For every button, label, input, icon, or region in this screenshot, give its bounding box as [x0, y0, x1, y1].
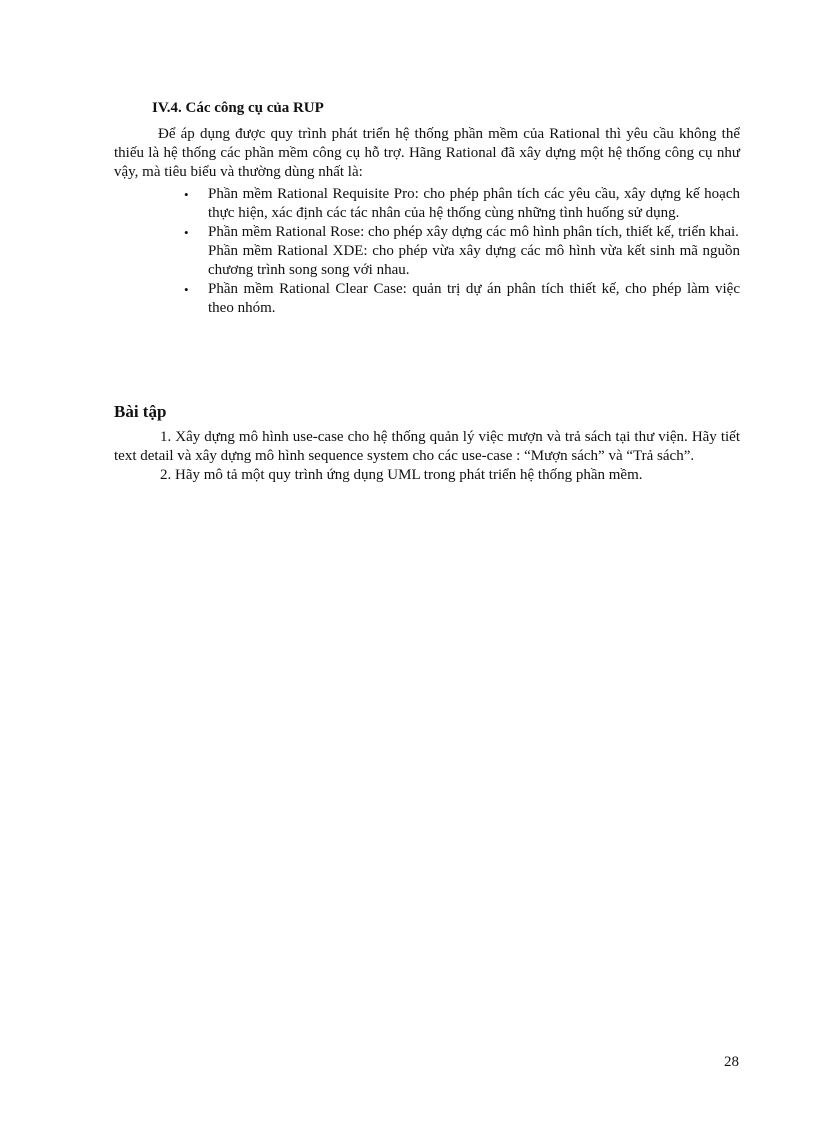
exercises-block — [114, 428, 740, 485]
exercise-item: 1. Xây dựng mô hình use-case cho hệ thống quản lý việc mượn và trả sách tại thư viện. Hãy tiết text detail và xây dựng mô hình sequence system cho các use-case : “Mượn sách” và “Trả sách”. — [114, 429, 740, 464]
bullet-icon: • — [184, 225, 189, 240]
exercise-item: 2. Hãy mô tả một quy trình ứng dụng UML trong phát triển hệ thống phần mềm. — [160, 467, 643, 483]
list-item — [182, 185, 740, 223]
intro-block — [114, 125, 740, 182]
tool-list — [182, 185, 740, 318]
list-item — [182, 223, 740, 280]
tool-description: Phần mềm Rational Clear Case: quản trị dự án phân tích thiết kế, cho phép làm việc theo nhóm. — [208, 281, 740, 316]
tool-description: Phần mềm Rational Requisite Pro: cho phép phân tích các yêu cầu, xây dựng kế hoạch thực hiện, xác định các tác nhân của hệ thống cùng những tình huống sử dụng. — [208, 186, 740, 221]
tool-extra-description: Phần mềm Rational XDE: cho phép vừa xây dựng các mô hình vừa kết sinh mã nguồn chương trình song song với nhau. — [208, 243, 740, 278]
tool-description: Phần mềm Rational Rose: cho phép xây dựng các mô hình phân tích, thiết kế, triển khai. — [208, 224, 739, 240]
page-number: 28 — [724, 1054, 739, 1070]
intro-paragraph: Để áp dụng được quy trình phát triển hệ thống phần mềm của Rational thì yêu cầu không thể thiếu là hệ thống các phần mềm công cụ hỗ trợ. Hãng Rational đã xây dựng một hệ thống công cụ như vậy, mà tiêu biểu và thường dùng nhất là: — [114, 126, 740, 180]
bullet-icon: • — [184, 282, 189, 297]
bullet-icon: • — [184, 187, 189, 202]
list-item — [182, 280, 740, 318]
section-heading: IV.4. Các công cụ của RUP — [152, 100, 324, 116]
exercises-heading: Bài tập — [114, 402, 167, 421]
